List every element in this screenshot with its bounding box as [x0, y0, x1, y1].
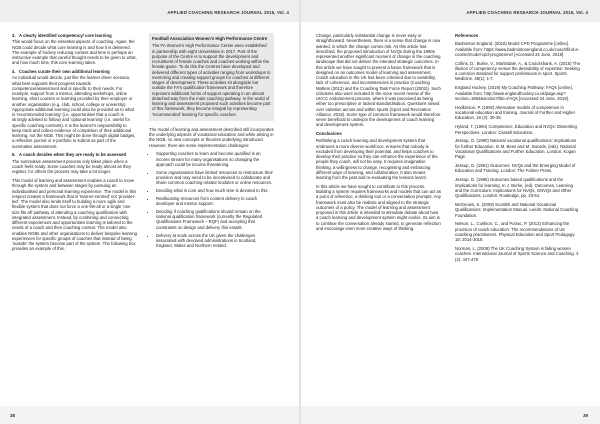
running-head: APPLIED COACHING RESEARCH JOURNAL 2016, Vol. 4 — [466, 10, 588, 15]
left-column-1 — [12, 33, 137, 255]
list-item: • Reallocating resources from content delivery to coach developer and mentor support. — [156, 196, 274, 207]
page-header-band — [0, 0, 299, 22]
paragraph: The summative assessment process only takes place when a coach feels ready. Some coaches may be ready almost as they register, for others the process may take a lot longer. — [12, 158, 131, 175]
paragraph: This would focus on the essential aspects of coaching. Again, the NGB could decide what core learning is and how it is delivered. The example of hockey reducing content and time is perhaps an instructive example that careful thought needs to be given to what, and how much time, this core learning takes. — [12, 39, 137, 66]
paragraph: Rethinking a coach learning and development system that embraces a more diverse workforce, ensures that nobody is excluded from developing their potential, and helps coaches to develop their practice so they can enhance the experience of the people they coach, will not be easy. It requires imaginative thinking, a willingness to change, recognising and embracing different ways of learning, and collaboration. It also means learning from the past and re-evaluating the lessons learnt. — [316, 138, 438, 181]
reference-item: McGeown, S. (2009) Scottish and National Vocational Qualifications: Implementation Manual. Leeds: National Coaching Foundation. — [455, 202, 579, 218]
section-heading: 3. A clearly identified competency/ core learning — [12, 33, 112, 38]
reference-item: Norman, L. (2008) The UK Coaching System is failing women coaches. International Journal of Sports Science and Coaching. 3 (4): 447-476 — [455, 246, 579, 262]
running-head: APPLIED COACHING RESEARCH JOURNAL 2016, Vol. 4 — [167, 10, 289, 15]
reference-item: Collins, D., Burke, V., Martindale, A., & Cruickshank, A. (2015) The illusion of competency versus the desirability of expertise: Seeking a common standard for support professions in sport. Sports Medicine. 45(1): 1-7. — [455, 60, 580, 82]
page-footer-band — [301, 406, 600, 424]
page-footer-band — [0, 406, 299, 424]
paragraph: Change, particularly substantial change is never easy or straightforward. Nevertheless, there is a sense that change is now wanted, in which the change comes risk. As this article has described, the proposed introduction of NVQs during the 1990s represented another significant moment of change in the coaching landscape that did not deliver the intended strategic outcomes. In this article we have sought to present a future framework that is designed on an outcomes model of learning and assessment. Coach education in the UK has been criticised due to variability, lack of coherence, and inconsistencies in practice (Coaching Matters (2012) and the Coaching Task Force Report (2002)). Such criticisms also were included in the more recent review of the UKCC endorsement process, where it was perceived as being either too prescriptive or lacked standardisation. Questions raised over variation across and within sports (Sport and Recreation Alliance, 2018). Some type of common framework would therefore seem beneficial to underpin the development of coach learning and development system. — [316, 33, 441, 128]
reference-item: Badminton England. (2018) Model CPD Programme [online]. Available from: https://www.badmintonengland.co.uk/coach/find-a-course/model-cpd-programme/ [Accessed 24 June, 2019]. — [455, 41, 580, 57]
challenges-list — [149, 151, 274, 248]
list-item: • Deciding what is core and how much time is devoted to this. — [156, 188, 274, 193]
page-number: 38 — [10, 413, 16, 418]
list-item: • Deciding if coaching qualifications should remain on the national qualification framework (currently the Regulated Qualifications Framework – RQF) and accepting that constraints on design and delivery this entails. — [156, 209, 274, 230]
references-column — [455, 33, 580, 266]
paragraph: In this article we have sought to contribute to this process. Building a system requires frameworks and models that can act as a point of reference, a thinking tool or a conversation prompts. Any framework must also be realistic and aligned to the strategic outcomes of a policy. The model of learning and assessment proposed in this article is intended to stimulate debate about how a coach learning and development system might evolve. Its aim is to continue the conversation already started, to generate reflection and encourage even more creative ways of thinking. — [316, 183, 441, 231]
page-number: 39 — [582, 413, 588, 418]
section-heading: Conclusions — [316, 131, 342, 137]
left-column-2 — [149, 33, 274, 252]
list-item: • Delivery at scale across the UK given the challenges associated with devolved administrations in Scotland, England, Wales and Northern Ireland. — [156, 233, 274, 249]
reference-item: Nelson, L., Cushion, C., and Potrac, P. (2013) Enhancing the provision of coach education: The recommendations of UK coaching practitioners. Physical Education and Sport Pedagogy. 18: 2014-2018. — [455, 221, 576, 243]
reference-item: Jessup, G. (1991) Outcomes: NVQs and the Emerging Model of Education and Training. London: The Falmer Press. — [455, 163, 576, 174]
paragraph: This model of learning and assessment enables a coach to move through the system and between stages by pursuing an individualised and personal learning experience. The model in this respect creates a framework that is 'learner-centred' not 'provider-led'. The model also lends itself to building a more agile and flexible system that does not force a one-fits-all or a single 'one size fits all' pathway of attending a coaching qualification with integrated assessment. Instead, by combining and connecting different experiences and opportunities learning is tailored to the needs of a coach and their coaching context. The model also enables NGBs and other organisations to deliver bespoke learning experiences for specific groups of coaches that instead of being 'outside' the system become part of the system. The following box provides an example of this. — [12, 178, 137, 252]
section-heading: 5. A coach decides when they are ready to be assessed — [12, 152, 127, 158]
paragraph: An individual would decide, just like the learner driver scenario, what best supports their progress towards competence/assessment and is specific to their needs. For example, support from a mentor, attending workshops, online learning, short courses or learning provided by their employer or another organisation (e.g. club, school, college or university). Appropriate additional learning could also be provided as to what is 'recommended learning' (i.e. opportunities that a coach is strongly advised to follow) and 'optional learning' (i.e. useful for specific coaching contexts). It is the learner's responsibility to keep track and collect evidence of completion of their additional learning, not the NGB. This might be done through digital badges, a reflective journal or e-portfolio to submit as part of the summative assessment. — [12, 75, 136, 149]
box-title: Football Association Women's High Performance Centre — [152, 36, 268, 41]
right-column-1 — [316, 33, 441, 235]
references-heading: References — [455, 33, 479, 38]
right-page — [301, 0, 600, 424]
list-item: • Some organisations have limited resources to restructure their provision and may need to be incentivised to collaborate and share common coaching related modules or online resources. — [156, 170, 274, 186]
paragraph: The model of learning and assessment described still incorporates the underlying aspects of vocational education and while arising in the NGB, no new concepts or theories underlying introduced. However, there are some implementation challenges: — [149, 126, 274, 148]
left-page — [0, 0, 299, 424]
reference-item: Hodkinson, P. (1992) Alternative models of competence in vocational education and training. Journal of Further and Higher Education. 16 (2): 30-39. — [455, 104, 576, 121]
section-heading: 4. Coaches curate their own additional learning — [12, 69, 110, 75]
box-body: The FA Women's High Performance Centre were established in partnership with eight Universities in 2017. Part of the purpose of the Centre is to support the development and recruitment of female coaches and coaches working within the female game. To do this the Centres have developed and delivered different types of activities ranging from workshops to mentoring and creating support groups for coaches at different stages of development. These activities sit alongside but outside the FA's qualification framework and therefore represent additional forms of support operating in an almost detached way from the main coaching pathway. In the world of learning and assessment proposed such activities become part of this framework, they become integral by representing 'recommended' learning for specific coaches. — [152, 43, 271, 117]
list-item: • Supporting coaches to learn and become qualified is an income stream for many organisations so changing the approach could be income threatening. — [156, 151, 274, 167]
reference-item: England Hockey. (2019) My Coaching Pathway: FAQs [online]. Available from: http://www.englandhockey.co.uk/page.asp?section=1994&sectionTitle=FAQs [Accessed 24 June, 2019]. — [455, 85, 573, 101]
page-header-band — [301, 0, 600, 22]
reference-item: Hyland, T. (1994) Competence, Education and NVQs: Dissenting Perspectives. London: Cassell Education. — [455, 124, 577, 135]
reference-item: Jessup, G. (1995) Outcomes based qualifications and the implications for learning. In J. Burke, (ed). Outcomes, Learning and the Curriculum: Implications for NVQs, GNVQs and Other Qualifications. London: Routledge, pp. 33-54. — [455, 177, 573, 199]
reference-item: Jessup, G. (1990) National vocational qualifications: implications for further Education. In M. Bees and M. Swords, (eds). National Vocational Qualifications and Further Education. London: Kogan Page. — [455, 138, 577, 160]
case-study-box — [149, 33, 274, 121]
